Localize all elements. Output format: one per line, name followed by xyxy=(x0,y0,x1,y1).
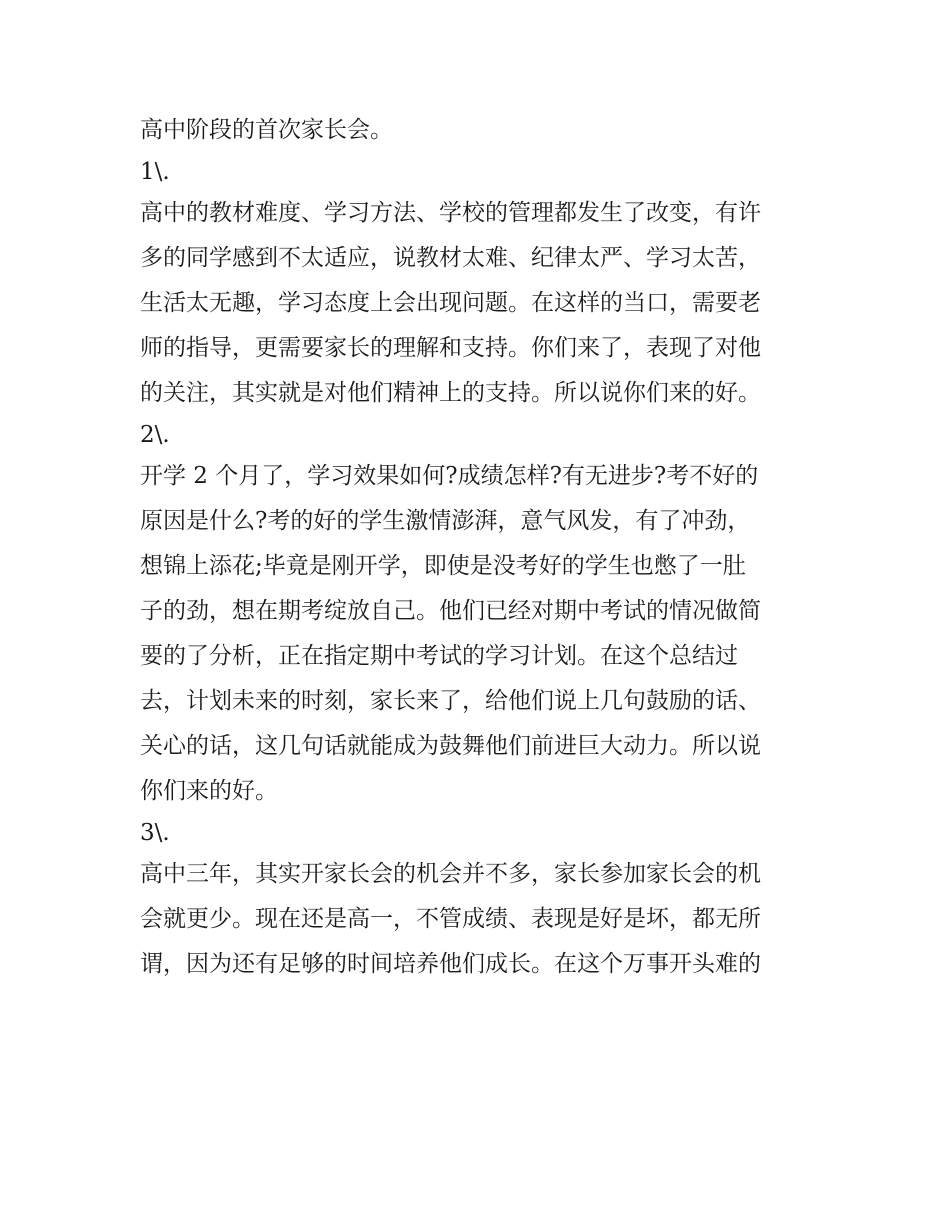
text-line: 去，计划未来的时刻，家长来了，给他们说上几句鼓励的话、 xyxy=(140,688,761,714)
text-line: 子的劲，想在期考绽放自己。他们已经对期中考试的情况做简 xyxy=(140,598,761,624)
text-line: 的关注，其实就是对他们精神上的支持。所以说你们来的好。 xyxy=(140,380,761,406)
text-line: 师的指导，更需要家长的理解和支持。你们来了，表现了对他 xyxy=(140,335,761,361)
text-line: 高中三年，其实开家长会的机会并不多，家长参加家长会的机 xyxy=(140,861,761,887)
text-line: 会就更少。现在还是高一，不管成绩、表现是好是坏，都无所 xyxy=(140,906,761,932)
section-number: 3\. xyxy=(140,820,170,846)
text-line: 多的同学感到不太适应，说教材太难、纪律太严、学习太苦， xyxy=(140,245,761,271)
section-number: 2\. xyxy=(140,422,170,448)
text-line: 想锦上添花;毕竟是刚开学，即使是没考好的学生也憋了一肚 xyxy=(140,553,746,579)
text-line: 高中的教材难度、学习方法、学校的管理都发生了改变，有许 xyxy=(140,200,761,226)
text-line: 开学 2 个月了，学习效果如何?成绩怎样?有无进步?考不好的 xyxy=(140,463,759,489)
document-body xyxy=(140,108,820,987)
text-line: 生活太无趣，学习态度上会出现问题。在这样的当口，需要老 xyxy=(140,290,761,316)
text-line: 谓，因为还有足够的时间培养他们成长。在这个万事开头难的 xyxy=(140,951,761,977)
text-line: 你们来的好。 xyxy=(140,778,278,804)
text-line: 关心的话，这几句话就能成为鼓舞他们前进巨大动力。所以说 xyxy=(140,733,761,759)
text-line: 要的了分析，正在指定期中考试的学习计划。在这个总结过 xyxy=(140,643,738,669)
text-line: 原因是什么?考的好的学生激情澎湃，意气风发，有了冲劲， xyxy=(140,508,751,534)
text-line: 高中阶段的首次家长会。 xyxy=(140,117,393,143)
section-number: 1\. xyxy=(140,159,170,185)
